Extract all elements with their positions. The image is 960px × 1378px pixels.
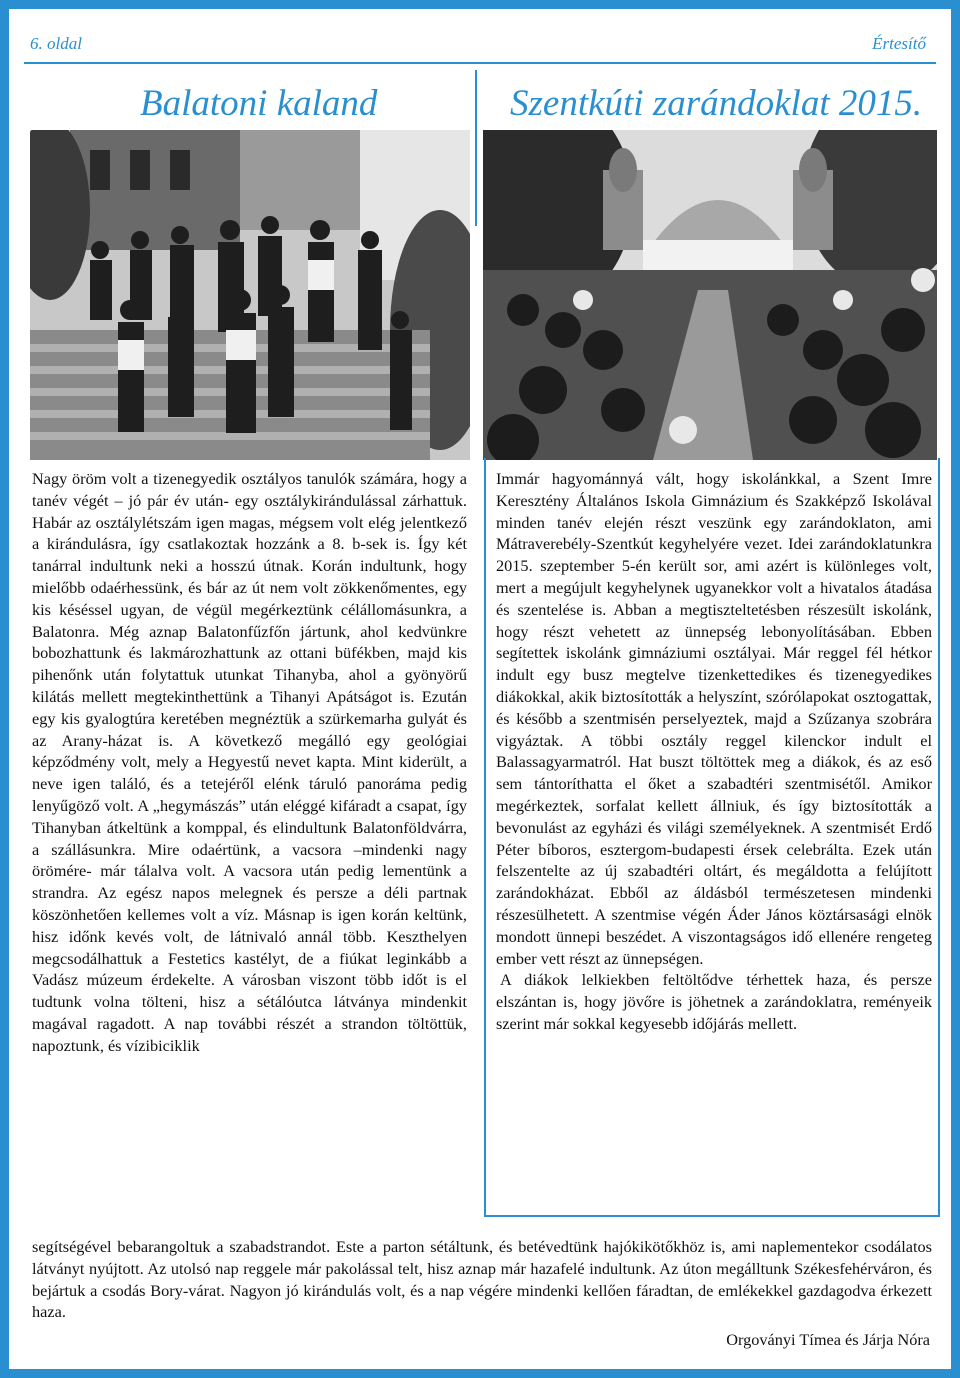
pilgrimage-photo [483, 130, 937, 460]
group-photo [30, 130, 470, 460]
article-signature: Orgoványi Tímea és Járja Nóra [726, 1330, 930, 1349]
page-border-left [0, 0, 9, 1378]
left-article-body [32, 468, 467, 1057]
publication-name: Értesítő [872, 34, 926, 53]
left-article-text: Nagy öröm volt a tizenegyedik osztályos tanulók számára, hogy a tanév végét – jó pár év után- egy osztálykirándulással zárhattuk. Habár az osztálylétszám igen magas, mégsem volt elég jelentkező a kirándulásra, így csatlakoztak hozzánk a 8. b-sek is. Így két tanárral indultunk neki a hosszú útnak. Korán indultunk, hogy mielőbb odaérhessünk, és bár az út nem volt zökkenőmentes, egy kis késéssel ugyan, de végül megérkeztünk célállomásunkra, a Balatonra. Még aznap Balatonfűzfőn jártunk, ahol kedvünkre bobozhattunk és lakmározhattunk az ottani büfékben, majd kis pihenőnk után folytattuk utunkat Tihanyba, ahol a gyönyörű kilátás mellett megtekinthettünk a Tihanyi Apátságot is. Ezután egy kis gyalogtúra keretében megnéztük a szürkemarha gulyát és az Arany-házat is. A következő megálló egy geológiai képződmény volt, mely a Hegyestű nevet kapta. Mint kiderült, a neve igen találó, és a tetejéről elénk táruló panoráma pedig lenyűgöző volt. A „hegymászás” után eléggé kifáradt a csapat, így Tihanyban átkeltünk a komppal, és elindultunk Balatonföldvárra, a szállásunkra. Mire odaértünk, a vacsora –mindenki nagy örömére- már tálalva volt. A vacsora után pedig lementünk a strandra. Az egész napos melegnek és persze a déli partnak köszönhetően kellemes volt a víz. Másnap is igen korán keltünk, hisz időnk kevés volt, de látnivaló annál több. Keszthelyen megcsodálhattuk a Festetics kastélyt, de a fiúkat leginkább a Vadász múzeum érdekelte. A városban viszont több időt is el tudtunk volna tölteni, hisz a sétálóutca látványa mindenkit magával ragadott. A nap további részét a strandon töltöttük, napoztunk, és vízibiciklik [32, 469, 467, 1055]
article-title-right: Szentkúti zarándoklat 2015. [510, 83, 923, 124]
article-title-left: Balatoni kaland [140, 83, 378, 124]
page-border-bottom [0, 1369, 960, 1378]
right-article-paragraph-2: A diákok lelkiekben feltöltődve térhettek haza, és persze elszántan is, hogy jövőre is jöhetnek a zarándoklatra, reményeik szerint már sokkal kegyesebb időjárás mellett. [496, 970, 932, 1033]
right-article-body [496, 468, 932, 1035]
header-rule [24, 62, 936, 64]
page-border-top [0, 0, 960, 9]
column-separator [475, 70, 477, 226]
continuation-text: segítségével bebarangoltuk a szabadstrandot. Este a parton sétáltunk, és betévedtünk hajókikötőkhöz is, ami naplementekor csodálatos látványt nyújtott. Az utolsó nap reggele már pakolással telt, hisz aznap már hazafelé indultunk. Az úton megálltunk Székesfehérváron, és bejártuk a csodás Bory-várat. Nagyon jó kirándulás volt, és a nap végére mindenki kellően fáradtan, de emlékekkel gazdagodva érkezett haza. [32, 1237, 932, 1322]
page-border-right [951, 0, 960, 1378]
page-number-label: 6. oldal [30, 34, 82, 53]
right-article-paragraph-1: Immár hagyománnyá vált, hogy iskolánkkal, a Szent Imre Keresztény Általános Iskola Gimnázium és Szakképző Iskolával minden tanév elején részt veszünk egy zarándoklaton, ami Mátraverebély-Szentkút kegyhelyére vezet. Idei zarándoklatunkra 2015. szeptember 5-én került sor, ami azért is különleges volt, mert a megújult kegyhelynek ugyanekkor volt a hivatalos átadása és szentelése is. Abban a megtiszteltetésben részesült iskolánk, hogy részt vehetett az ünnepség lebonyolításában. Ebben segítettek iskolánk gimnáziumi osztályai. Már reggel fél hétkor indult egy busz megtelve tizenkettedikes és tizenegyedikes diákokkal, akik biztosították a helyszínt, szórólapokat osztogattak, és később a szentmisén perselyeztek, majd a Szűzanya szobrára vigyáztak. A többi osztály reggel kilenckor indult el Balassagyarmatról. Hat buszt töltöttek meg a diákok, és az eső sem tántoríthatta el őket a szabadtéri szentmisétől. Amikor megérkeztek, sorfalat kellett állniuk, és így biztosították a bevonulást az egyházi és világi személyeknek. A szentmisét Erdő Péter bíboros, esztergom-budapesti érsek celebrálta. Ezek után felszentelte az új szabadtéri oltárt, és megáldotta a felújított zarándokházat. Ebből az áldásból természetesen mindenki részesülhetett. A szentmise végén Áder János köztársasági elnök mondott ünnepi beszédet. A viszontagságos idő ellenére rengeteg ember vett részt az ünnepségen. [496, 469, 932, 968]
left-article-continuation [32, 1236, 932, 1323]
